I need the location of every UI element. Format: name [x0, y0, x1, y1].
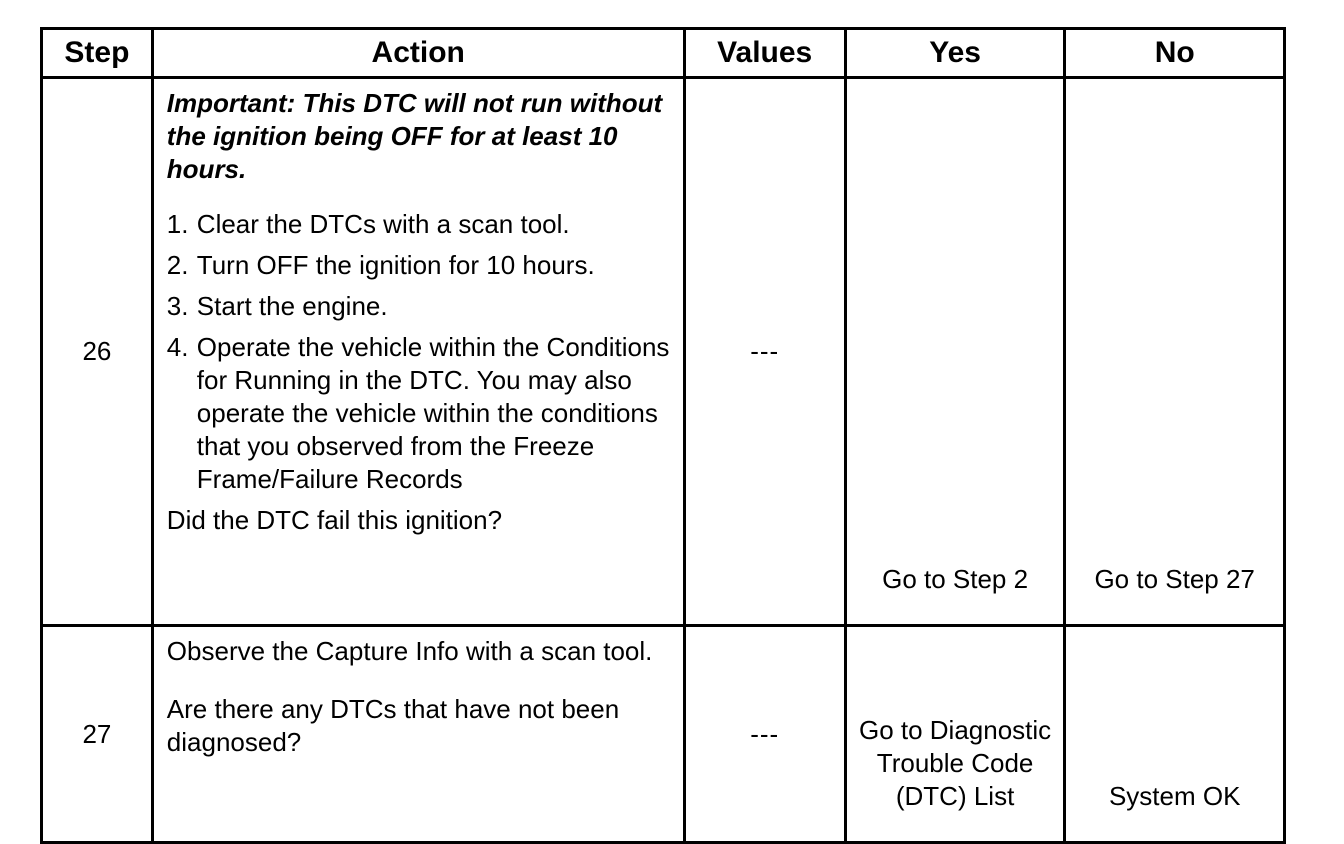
header-yes: Yes: [845, 29, 1065, 78]
action-cell: [152, 626, 684, 843]
action-cell: [152, 78, 684, 626]
list-item-text: Operate the vehicle within the Conditions for Running in the DTC. You may also operate the vehicle within the conditions that you observed from the Freeze Frame/Failure Records: [196, 332, 670, 494]
no-cell: System OK: [1065, 626, 1285, 843]
list-item: [167, 290, 671, 323]
yes-cell: Go to Diagnostic Trouble Code (DTC) List: [845, 626, 1065, 843]
action-steps-list: [167, 208, 671, 496]
list-item-text: Start the engine.: [196, 291, 388, 321]
header-step: Step: [42, 29, 153, 78]
list-item: [167, 249, 671, 282]
no-cell: Go to Step 27: [1065, 78, 1285, 626]
list-item-number: 3.: [166, 291, 189, 321]
list-item-number: 1.: [166, 209, 189, 239]
header-row: [42, 29, 1285, 78]
list-item: [167, 208, 671, 241]
action-question: Did the DTC fail this ignition?: [166, 505, 503, 535]
list-item-number: 2.: [166, 250, 189, 280]
values-cell: ---: [684, 626, 845, 843]
list-item: [167, 331, 671, 496]
list-item-text: Turn OFF the ignition for 10 hours.: [196, 250, 595, 280]
values-cell: ---: [684, 78, 845, 626]
action-instruction: Observe the Capture Info with a scan tool.: [166, 636, 653, 666]
list-item-text: Clear the DTCs with a scan tool.: [196, 209, 570, 239]
header-values: Values: [684, 29, 845, 78]
list-item-number: 4.: [166, 332, 189, 362]
yes-cell: Go to Step 2: [845, 78, 1065, 626]
action-question: Are there any DTCs that have not been diagnosed?: [166, 694, 620, 757]
important-note: Important: This DTC will not run without the ignition being OFF for at least 10 hours.: [166, 88, 663, 184]
step-number: 26: [42, 78, 153, 626]
table-row-step-26: [42, 78, 1285, 626]
header-action: Action: [152, 29, 684, 78]
diagnostic-table: [40, 27, 1286, 844]
table-row-step-27: [42, 626, 1285, 843]
header-no: No: [1065, 29, 1285, 78]
step-number: 27: [42, 626, 153, 843]
